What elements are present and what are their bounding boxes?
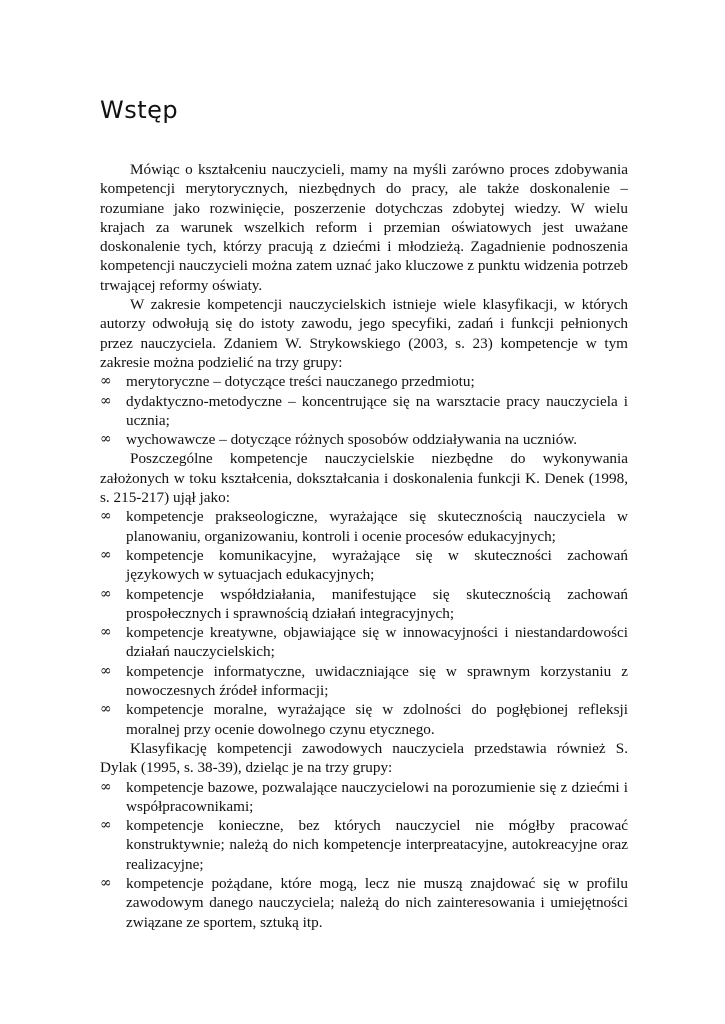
list-item — [100, 816, 628, 874]
list-item-text: kompetencje bazowe, pozwalające nauczycielowi na porozumienie się z dziećmi i współpracownikami; — [126, 778, 628, 815]
list-item — [100, 430, 628, 449]
list-item-text: kompetencje moralne, wyrażające się w zdolności do pogłębionej refleksji moralnej przy ocenie dowolnego czynu etycznego. — [126, 701, 628, 738]
list-strykowski — [100, 372, 628, 449]
list-item — [100, 585, 628, 624]
infinity-bullet-icon: ∞ — [100, 373, 112, 390]
list-item-text: kompetencje konieczne, bez których nauczyciel nie mógłby pracować konstruktywnie; należą do nich kompetencje interpreatacyjne, autokreacyjne oraz realizacyjne; — [126, 817, 628, 873]
paragraph-denek: Poszczególne kompetencje nauczycielskie niezbędne do wykonywania założonych w toku kształcenia, dokształcania i doskonalenia funkcji K. Denek (1998, s. 215-217) ujął jako: — [100, 450, 628, 507]
infinity-bullet-icon: ∞ — [100, 585, 112, 602]
infinity-bullet-icon: ∞ — [100, 662, 112, 679]
infinity-bullet-icon: ∞ — [100, 624, 112, 641]
list-item-text: kompetencje prakseologiczne, wyrażające się skutecznością nauczyciela w planowaniu, organizowaniu, kontroli i ocenie procesów edukacyjnych; — [126, 508, 628, 545]
list-item-text: dydaktyczno-metodyczne – koncentrujące się na warsztacie pracy nauczyciela i ucznia; — [126, 392, 628, 429]
list-item — [100, 623, 628, 662]
paragraph-dylak: Klasyfikację kompetencji zawodowych nauczyciela przedstawia również S. Dylak (1995, s. 38-39), dzieląc je na trzy grupy: — [100, 739, 628, 777]
list-denek — [100, 507, 628, 739]
list-item-text: kompetencje informatyczne, uwidaczniające się w sprawnym korzystaniu z nowoczesnych źródeł informacji; — [126, 662, 628, 700]
paragraph-strykowski: W zakresie kompetencji nauczycielskich istnieje wiele klasyfikacji, w których autorzy odwołują się do istoty zawodu, jego specyfiki, zadań i funkcji pełnionych przez nauczyciela. Zdaniem W. Strykowskiego (2003, s. 23) kompetencje w tym zakresie można podzielić na trzy grupy: — [100, 296, 628, 371]
list-item — [100, 700, 628, 739]
infinity-bullet-icon: ∞ — [100, 817, 112, 834]
infinity-bullet-icon: ∞ — [100, 701, 112, 718]
list-item — [100, 778, 628, 817]
list-item-text: kompetencje kreatywne, objawiające się w innowacyjności i niestandardowości działań nauczycielskich; — [126, 624, 628, 661]
list-item — [100, 507, 628, 546]
list-item-text: wychowawcze – dotyczące różnych sposobów oddziaływania na uczniów. — [126, 431, 578, 449]
list-item — [100, 662, 628, 701]
page-title: Wstęp — [100, 96, 179, 124]
page-content — [100, 96, 628, 932]
list-item-text: kompetencje współdziałania, manifestujące się skutecznością zachowań prospołecznych i sprawnością działań integracyjnych; — [126, 585, 628, 622]
list-item — [100, 372, 628, 391]
infinity-bullet-icon: ∞ — [100, 778, 112, 795]
list-item — [100, 874, 628, 932]
infinity-bullet-icon: ∞ — [100, 546, 112, 563]
infinity-bullet-icon: ∞ — [100, 508, 112, 525]
infinity-bullet-icon: ∞ — [100, 392, 112, 409]
infinity-bullet-icon: ∞ — [100, 874, 112, 891]
list-item-text: merytoryczne – dotyczące treści nauczanego przedmiotu; — [126, 373, 475, 391]
list-item-text: kompetencje komunikacyjne, wyrażające się w skuteczności zachowań językowych w sytuacjach edukacyjnych; — [126, 546, 628, 584]
infinity-bullet-icon: ∞ — [100, 431, 112, 448]
list-dylak — [100, 778, 628, 932]
list-item — [100, 392, 628, 431]
paragraph-intro: Mówiąc o kształceniu nauczycieli, mamy na myśli zarówno proces zdobywania kompetencji merytorycznych, niezbędnych do pracy, ale także doskonalenie – rozumiane jako rozwinięcie, poszerzenie dotychczas zdobytej wiedzy. W wielu krajach za warunek wszelkich reform i przemian oświatowych jest uważane doskonalenie tych, którzy pracują z dziećmi i młodzieżą. Zagadnienie podnoszenia kompetencji nauczycieli można zatem uznać jako kluczowe z punktu widzenia potrzeb trwającej reformy oświaty. — [100, 161, 628, 294]
list-item-text: kompetencje pożądane, które mogą, lecz nie muszą znajdować się w profilu zawodowym danego nauczyciela; należą do nich zainteresowania i umiejętności związane ze sportem, sztuką itp. — [126, 874, 628, 931]
list-item — [100, 546, 628, 585]
